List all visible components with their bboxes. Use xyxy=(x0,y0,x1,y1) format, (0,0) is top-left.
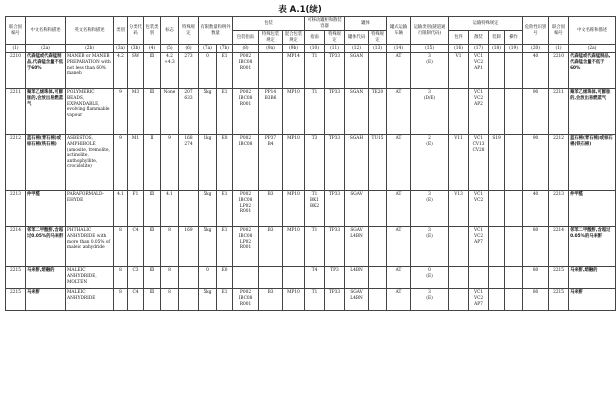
header-tank-code: 罐体代码 xyxy=(345,31,369,45)
cell-c4: Ⅱ xyxy=(144,135,161,191)
cell-c19 xyxy=(505,191,523,227)
table-row xyxy=(6,267,616,289)
cell-c2b: MALEIC ANHYDRIDE xyxy=(66,289,114,311)
cell-c3a: 8 xyxy=(114,267,128,289)
cell-c10: T4 xyxy=(305,267,325,289)
cell-c19 xyxy=(505,289,523,311)
cell-c12: SGAV xyxy=(345,191,369,227)
column-number-row xyxy=(6,45,616,53)
cell-c1b: 2215 xyxy=(549,267,569,289)
cell-c1: 2215 xyxy=(6,289,26,311)
cell-c4: Ⅲ xyxy=(144,53,161,89)
cell-c19 xyxy=(505,53,523,89)
cell-c12: SGAV L4BN xyxy=(345,289,369,311)
table-body xyxy=(6,53,616,311)
cell-c7b: E1 xyxy=(217,89,233,135)
cell-c1: 2210 xyxy=(6,53,26,89)
cell-c1b: 2210 xyxy=(549,53,569,89)
header-pack-instr: 包装指南 xyxy=(233,31,259,45)
cell-c7a: 1kg xyxy=(199,135,217,191)
cell-c6 xyxy=(179,289,199,311)
column-number: (2a) xyxy=(26,45,66,53)
column-number: (20) xyxy=(523,45,549,53)
column-number: (18) xyxy=(489,45,505,53)
cell-c6: 207 633 xyxy=(179,89,199,135)
column-number: (13) xyxy=(369,45,387,53)
cell-c18 xyxy=(489,227,505,267)
cell-c2ab: 聚苯乙烯珠体,可膨胀的,会放出易燃蒸气 xyxy=(569,89,616,135)
column-number: (1) xyxy=(6,45,26,53)
cell-c15: 2 (E) xyxy=(411,135,449,191)
cell-c15: 3 (D/E) xyxy=(411,89,449,135)
column-number: (19) xyxy=(505,45,523,53)
cell-c7b: E1 xyxy=(217,289,233,311)
cell-c4: Ⅲ xyxy=(144,191,161,227)
cell-c18 xyxy=(489,191,505,227)
cell-c7b: E1 xyxy=(217,227,233,267)
cell-c16: V13 xyxy=(449,191,469,227)
cell-c2a: 仲甲醛 xyxy=(26,191,66,227)
cell-c3a: 9 xyxy=(114,135,128,191)
cell-c2b: POLYMERIC BEADS, EXPANDABLE, evolving flammable vapour xyxy=(66,89,114,135)
dangerous-goods-table xyxy=(5,16,616,311)
cell-c8: P002 IBC08 R001 xyxy=(233,53,259,89)
cell-c8: P002 IBC08 R001 xyxy=(233,289,259,311)
cell-c4: Ⅲ xyxy=(144,227,161,267)
cell-c14: AT xyxy=(387,89,411,135)
cell-c20: 80 xyxy=(523,289,549,311)
header-class: 类别 xyxy=(114,17,128,45)
cell-c2b: MALEIC ANHYDRIDE, MOLTEN xyxy=(66,267,114,289)
cell-c15: 3 (E) xyxy=(411,227,449,267)
column-number: (7a) xyxy=(199,45,217,53)
cell-c6 xyxy=(179,267,199,289)
column-number: (5) xyxy=(161,45,179,53)
cell-c11: TP33 xyxy=(325,135,345,191)
cell-c1: 2214 xyxy=(6,227,26,267)
header-special: 特殊规定 xyxy=(179,17,199,45)
column-number: (15) xyxy=(411,45,449,53)
cell-c20: 40 xyxy=(523,191,549,227)
cell-c18 xyxy=(489,267,505,289)
header-un-no: 联合国编号 xyxy=(6,17,26,45)
cell-c1: 2213 xyxy=(6,191,26,227)
cell-c3b: M1 xyxy=(128,135,144,191)
cell-c6: 168 274 xyxy=(179,135,199,191)
header-un-no-2: 联合国编号 xyxy=(549,17,569,45)
cell-c19 xyxy=(505,135,523,191)
cell-c1: 2212 xyxy=(6,135,26,191)
cell-c2b: ASBESTOS, AMPHIBOLE (amosite, tremolite, actinolite, anthophyllite, crocidolite) xyxy=(66,135,114,191)
cell-c7b: E1 xyxy=(217,53,233,89)
cell-c9a: B3 xyxy=(259,289,283,311)
column-number: (10) xyxy=(305,45,325,53)
cell-c11: TP33 xyxy=(325,89,345,135)
cell-c8: P002 IBC08 R001 xyxy=(233,89,259,135)
header-tank-group: 可移动罐柜和散装容器 xyxy=(305,17,345,31)
cell-c2a: 蓝石棉(青石棉)或棕石棉(铁石棉) xyxy=(26,135,66,191)
cell-c15: 3 (E) xyxy=(411,289,449,311)
cell-c5: 8 xyxy=(161,289,179,311)
header-class-code: 分类代码 xyxy=(128,17,144,45)
header-en-name: 英文名称和描述 xyxy=(66,17,114,45)
cell-c2b: PHTHALIC ANHYDRIDE with more than 0.05% of maleic anhydride xyxy=(66,227,114,267)
cell-c17 xyxy=(469,267,489,289)
cell-c18 xyxy=(489,289,505,311)
cell-c19 xyxy=(505,227,523,267)
cell-c12: L4BN xyxy=(345,267,369,289)
cell-c10: T1 xyxy=(305,227,325,267)
column-number: (16) xyxy=(449,45,469,53)
cell-c6: 273 xyxy=(179,53,199,89)
cell-c9b: MP10 xyxy=(283,289,305,311)
cell-c13: TU15 xyxy=(369,135,387,191)
cell-c12: SGAV L4BN xyxy=(345,227,369,267)
cell-c2ab: 蓝石棉(青石棉)或棕石棉(铁石棉) xyxy=(569,135,616,191)
header-limited: 有限数量和例外数量 xyxy=(199,17,233,45)
cell-c16 xyxy=(449,227,469,267)
cell-c11: TP33 xyxy=(325,227,345,267)
cell-c7a: 5kg xyxy=(199,89,217,135)
cell-c2a: 邻苯二甲酸酐,含超过0.05%的马来酐 xyxy=(26,227,66,267)
cell-c17: VC1 VC2 AP7 xyxy=(469,289,489,311)
cell-c19 xyxy=(505,89,523,135)
header-vehicle: 罐式运输车辆 xyxy=(387,17,411,45)
cell-c17: VC1 VC2 AP1 xyxy=(469,53,489,89)
cell-c3a: 4.1 xyxy=(114,191,128,227)
cell-c9b: MP10 xyxy=(283,135,305,191)
cell-c4: Ⅲ xyxy=(144,89,161,135)
table-title: 表 A.1(续) xyxy=(278,5,322,15)
cell-c3b: F1 xyxy=(128,191,144,227)
column-number: (7b) xyxy=(217,45,233,53)
cell-c18 xyxy=(489,89,505,135)
cell-c10: T1 xyxy=(305,89,325,135)
header-labels: 标志 xyxy=(161,17,179,45)
cell-c13 xyxy=(369,227,387,267)
column-number: (8) xyxy=(233,45,259,53)
cell-c20: 90 xyxy=(523,89,549,135)
cell-c16 xyxy=(449,267,469,289)
cell-c9a xyxy=(259,267,283,289)
cell-c2a: 马来酐,熔融的 xyxy=(26,267,66,289)
cell-c17: VC1 VC2 AP7 xyxy=(469,227,489,267)
cell-c7a: 5kg xyxy=(199,227,217,267)
cell-c1: 2211 xyxy=(6,89,26,135)
cell-c15: 3 (E) xyxy=(411,53,449,89)
cell-c2a: 代森锰或代森锰制品,代森锰含量不低于60% xyxy=(26,53,66,89)
cell-c10: T1 BK1 BK2 xyxy=(305,191,325,227)
cell-c14: AT xyxy=(387,289,411,311)
column-number: (6) xyxy=(179,45,199,53)
cell-c3b: C3 xyxy=(128,267,144,289)
header-tank-spec: 特殊规定 xyxy=(369,31,387,45)
cell-c3a: 9 xyxy=(114,89,128,135)
cell-c7a: 0 xyxy=(199,267,217,289)
header-ts-op: 操作 xyxy=(505,31,523,45)
cell-c16: V1 xyxy=(449,53,469,89)
header-pack-special: 特殊包装规定 xyxy=(259,31,283,45)
cell-c1b: 2214 xyxy=(549,227,569,267)
column-number: (9a) xyxy=(259,45,283,53)
header-ts-load: 装卸 xyxy=(489,31,505,45)
cell-c8 xyxy=(233,267,259,289)
cell-c5: 8 xyxy=(161,267,179,289)
column-number: (14) xyxy=(387,45,411,53)
cell-c6 xyxy=(179,191,199,227)
cell-c8: P002 IBC08 LP02 R001 xyxy=(233,191,259,227)
cell-c14: AT xyxy=(387,227,411,267)
cell-c9b: MP10 xyxy=(283,227,305,267)
cell-c9a: B3 xyxy=(259,227,283,267)
cell-c5: 4.1 xyxy=(161,191,179,227)
cell-c3b: M3 xyxy=(128,89,144,135)
cell-c13 xyxy=(369,289,387,311)
header-tank-special: 特殊规定 xyxy=(325,31,345,45)
cell-c3a: 4.2 xyxy=(114,53,128,89)
cell-c18 xyxy=(489,53,505,89)
header-mixed-pack: 混合包装规定 xyxy=(283,31,305,45)
cell-c14: AT xyxy=(387,267,411,289)
cell-c4: Ⅲ xyxy=(144,267,161,289)
cell-c14: AT xyxy=(387,53,411,89)
cell-c16 xyxy=(449,289,469,311)
cell-c1b: 2215 xyxy=(549,289,569,311)
cell-c9a: PP14 B3B6 xyxy=(259,89,283,135)
cell-c17: VC1 CV13 CV28 xyxy=(469,135,489,191)
column-number: (2a) xyxy=(569,45,616,53)
cell-c1: 2215 xyxy=(6,267,26,289)
header-row-1 xyxy=(6,17,616,31)
cell-c2ab: 马来酐 xyxy=(569,289,616,311)
cell-c7b: E0 xyxy=(217,135,233,191)
cell-c2a: 马来酐 xyxy=(26,289,66,311)
cell-c2b: PARAFORMALD-EHYDE xyxy=(66,191,114,227)
cell-c9a: B3 xyxy=(259,191,283,227)
cell-c9b: MP10 xyxy=(283,89,305,135)
column-number: (9b) xyxy=(283,45,305,53)
cell-c15: 0 (E) xyxy=(411,267,449,289)
cell-c5: 9 xyxy=(161,135,179,191)
column-number: (11) xyxy=(325,45,345,53)
cell-c2ab: 马来酐,熔融的 xyxy=(569,267,616,289)
cell-c12: SGAN xyxy=(345,53,369,89)
header-cn-name-2: 中文名称和描述 xyxy=(569,17,616,45)
cell-c9b xyxy=(283,267,305,289)
table-row xyxy=(6,135,616,191)
cell-c4: Ⅲ xyxy=(144,289,161,311)
cell-c15: 3 (E) xyxy=(411,191,449,227)
cell-c11: TP33 xyxy=(325,53,345,89)
cell-c18: S19 xyxy=(489,135,505,191)
cell-c7a: 5kg xyxy=(199,191,217,227)
cell-c17: VC1 VC2 AP2 xyxy=(469,89,489,135)
cell-c10: T3 xyxy=(305,135,325,191)
cell-c9b: MP10 xyxy=(283,191,305,227)
column-number: (1) xyxy=(549,45,569,53)
cell-c1b: 2212 xyxy=(549,135,569,191)
table-row xyxy=(6,191,616,227)
cell-c2ab: 邻苯二甲酸酐,含超过0.05%的马来酐 xyxy=(569,227,616,267)
cell-c3b: C4 xyxy=(128,227,144,267)
cell-c2ab: 代森锰或代森锰制品,代森锰含量不低于60% xyxy=(569,53,616,89)
cell-c5: None xyxy=(161,89,179,135)
column-number: (3b) xyxy=(128,45,144,53)
cell-c16 xyxy=(449,89,469,135)
cell-c7a: 5kg xyxy=(199,289,217,311)
column-number: (17) xyxy=(469,45,489,53)
cell-c13 xyxy=(369,53,387,89)
header-cn-name: 中文名称和描述 xyxy=(26,17,66,45)
cell-c11: TP3 xyxy=(325,267,345,289)
cell-c7a: 0 xyxy=(199,53,217,89)
column-number: (2b) xyxy=(66,45,114,53)
cell-c11: TP33 xyxy=(325,191,345,227)
cell-c13 xyxy=(369,267,387,289)
cell-c19 xyxy=(505,267,523,289)
cell-c20: 80 xyxy=(523,267,549,289)
header-tank-instr: 指南 xyxy=(305,31,325,45)
cell-c3a: 8 xyxy=(114,227,128,267)
column-number: (12) xyxy=(345,45,369,53)
cell-c1b: 2213 xyxy=(549,191,569,227)
cell-c8: P002 IBC08 LP02 R001 xyxy=(233,227,259,267)
cell-c2a: 聚苯乙烯珠体,可膨胀的,会放出易燃蒸气 xyxy=(26,89,66,135)
cell-c9b: MP14 xyxy=(283,53,305,89)
header-transport-special: 运输特殊规定 xyxy=(449,17,523,31)
cell-c2b: MANEB or MANEB PREPARATION with not less than 60% maneb xyxy=(66,53,114,89)
header-transport-cat: 运输类别(隧道通行限制代码) xyxy=(411,17,449,45)
cell-c7b: E0 xyxy=(217,267,233,289)
cell-c14: AT xyxy=(387,135,411,191)
cell-c3b: C4 xyxy=(128,289,144,311)
cell-c20: 80 xyxy=(523,227,549,267)
column-number: (4) xyxy=(144,45,161,53)
cell-c10: T1 xyxy=(305,53,325,89)
table-row xyxy=(6,289,616,311)
cell-c11: TP33 xyxy=(325,289,345,311)
cell-c1b: 2211 xyxy=(549,89,569,135)
cell-c3b: SW xyxy=(128,53,144,89)
cell-c20: 90 xyxy=(523,135,549,191)
cell-c5: 8 xyxy=(161,227,179,267)
cell-c5: 4.2 +4.3 xyxy=(161,53,179,89)
table-row xyxy=(6,227,616,267)
header-ts-pack: 包件 xyxy=(449,31,469,45)
cell-c8: P002 IBC08 xyxy=(233,135,259,191)
column-number: (3a) xyxy=(114,45,128,53)
table-row xyxy=(6,89,616,135)
cell-c9a: PP37 B4 xyxy=(259,135,283,191)
cell-c6: 169 xyxy=(179,227,199,267)
cell-c14: AT xyxy=(387,191,411,227)
header-tank-body: 罐体 xyxy=(345,17,387,31)
cell-c13 xyxy=(369,191,387,227)
cell-c3a: 8 xyxy=(114,289,128,311)
header-hazard-id: 危险性识别号 xyxy=(523,17,549,45)
header-ts-bulk: 散装 xyxy=(469,31,489,45)
cell-c20: 40 xyxy=(523,53,549,89)
cell-c16: V11 xyxy=(449,135,469,191)
header-packaging: 包装 xyxy=(233,17,305,31)
cell-c10: T1 xyxy=(305,289,325,311)
cell-c2ab: 仲甲醛 xyxy=(569,191,616,227)
cell-c17: VC1 VC2 xyxy=(469,191,489,227)
table-row xyxy=(6,53,616,89)
cell-c9a xyxy=(259,53,283,89)
cell-c12: SGAN xyxy=(345,89,369,135)
cell-c7b: E1 xyxy=(217,191,233,227)
cell-c12: SGAH xyxy=(345,135,369,191)
header-pack-group: 包装类别 xyxy=(144,17,161,45)
cell-c13: TE20 xyxy=(369,89,387,135)
